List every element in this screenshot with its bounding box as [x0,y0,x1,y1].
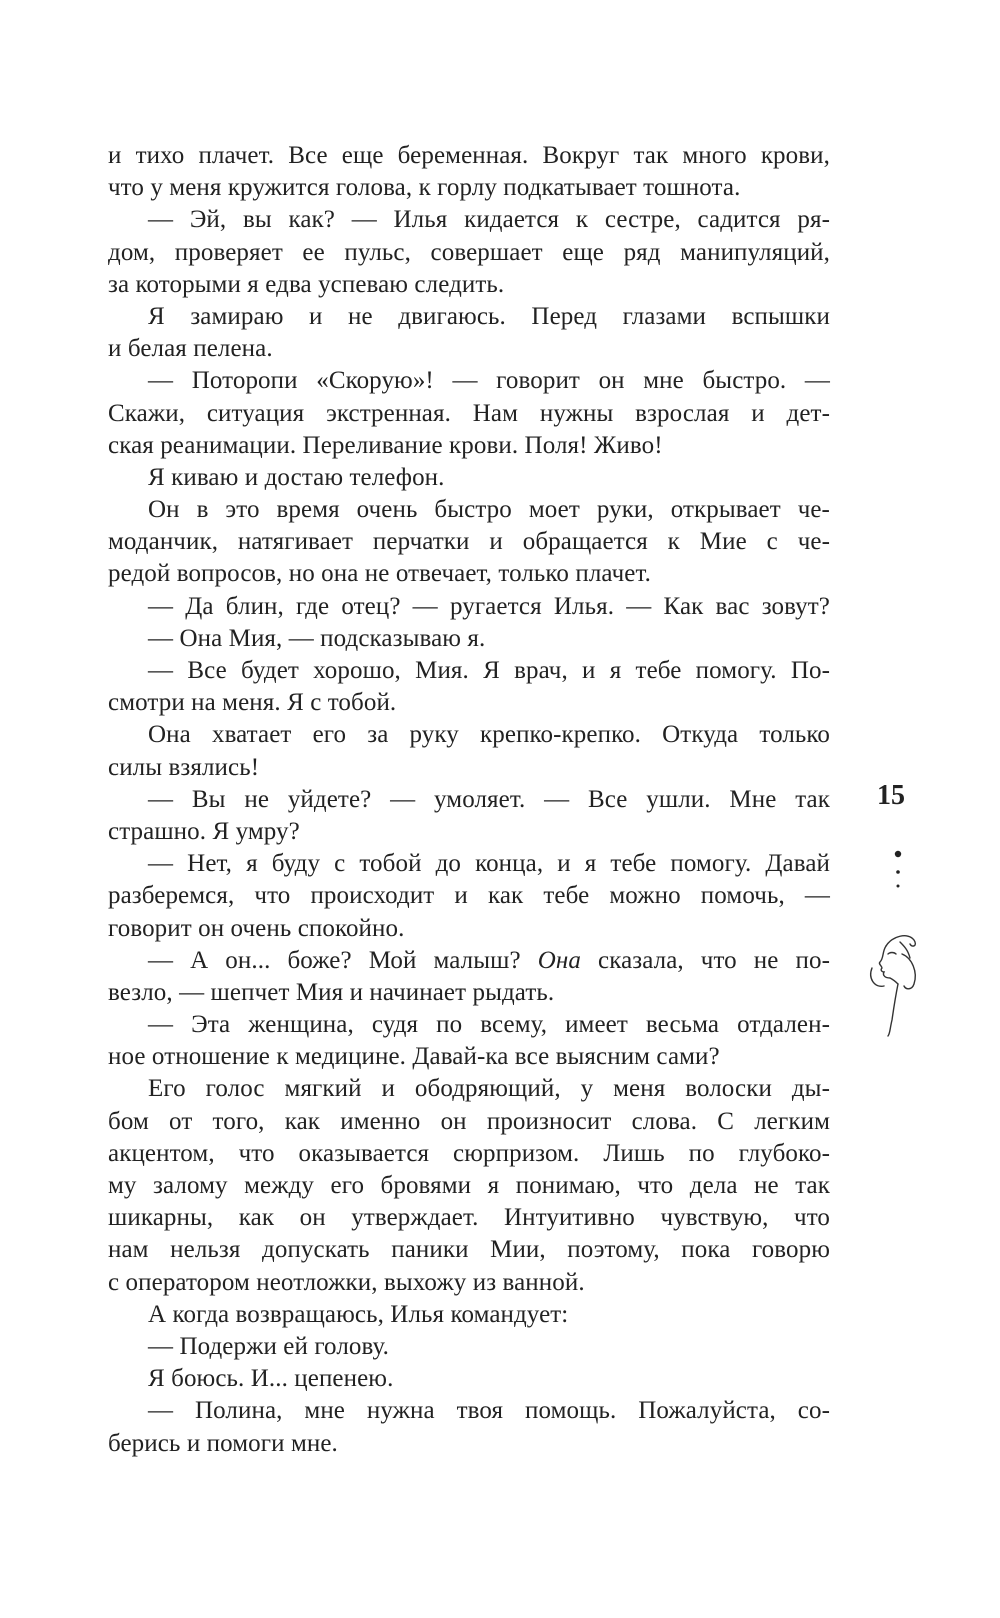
text-line [108,1073,830,1105]
text-line [108,1363,830,1395]
body-text [108,140,830,1460]
text-line [108,333,830,365]
text-line [108,558,830,590]
text-line [108,430,830,462]
text-line [108,1106,830,1138]
text-line [108,1267,830,1299]
text-line-content: — Полина, мне нужна твоя помощь. Пожалуйста, со- [148,1397,830,1425]
text-line [108,462,830,494]
text-line-content: шикарны, как он утверждает. Интуитивно чувствую, что [108,1204,830,1232]
text-line-content: — Подержи ей голову. [148,1332,390,1360]
text-line-content: что у меня кружится голова, к горлу подкатывает тошнота. [108,174,741,202]
text-line-content: нам нельзя допускать паники Мии, поэтому, пока говорю [108,1236,830,1264]
text-line-content: Скажи, ситуация экстренная. Нам нужны взрослая и дет- [108,399,830,427]
text-line [108,1138,830,1170]
text-line [108,140,830,172]
text-line [108,237,830,269]
text-line-content: разберемся, что происходит и как тебе можно помочь, — [108,882,830,910]
text-line-content: и тихо плачет. Все еще беременная. Вокруг так много крови, [108,142,830,169]
text-line [108,1009,830,1041]
text-line [108,687,830,719]
text-line-content: Я киваю и достаю телефон. [148,463,445,491]
text-line-content: — Эта женщина, судя по всему, имеет весьма отдален- [148,1011,830,1039]
text-line [108,623,830,655]
text-line-content: моданчик, натягивает перчатки и обращается к Мие с че- [108,528,830,556]
text-line-content: ская реанимации. Переливание крови. Поля! Живо! [108,431,663,459]
page-number: 15 [877,780,905,811]
text-line-content: — Эй, вы как? — Илья кидается к сестре, садится ря- [148,206,830,234]
text-line-content: Его голос мягкий и ободряющий, у меня волоски ды- [148,1075,830,1103]
text-line-content: и белая пелена. [108,335,273,363]
text-line [108,1041,830,1073]
text-line [108,204,830,236]
text-line-content: — Она Мия, — подсказываю я. [148,624,486,652]
text-line-content: — Да блин, где отец? — ругается Илья. — Как вас зовут? [148,592,830,620]
text-line-content: силы взялись! [108,753,260,781]
text-line-content: — Поторопи «Скорую»! — говорит он мне быстро. — [148,367,830,395]
text-line [108,172,830,204]
text-line [108,752,830,784]
text-line-content: редой вопросов, но она не отвечает, только плачет. [108,560,651,588]
text-line [108,1299,830,1331]
text-line-content: — А он... боже? Мой малыш? [148,946,538,974]
text-line [108,977,830,1009]
italic-word: Она [537,946,581,974]
text-line [108,526,830,558]
text-line-content: Она хватает его за руку крепко-крепко. Откуда только [148,721,830,749]
text-line [108,784,830,816]
text-line-content: бом от того, как именно он произносит слова. С легким [108,1107,830,1135]
text-line-content: говорит он очень спокойно. [108,914,405,942]
text-line [108,816,830,848]
text-line [108,494,830,526]
text-line-content: му залому между его бровями я понимаю, что дела не так [108,1172,830,1199]
portrait-sketch-icon [852,928,932,1038]
text-line [108,913,830,945]
text-line [108,301,830,333]
text-line [108,1170,830,1202]
text-line [108,945,830,977]
text-line [108,880,830,912]
text-line [108,1234,830,1266]
text-line [108,1428,830,1460]
text-line-content: акцентом, что оказывается сюрпризом. Лишь по глубоко- [108,1139,830,1167]
text-line-content: Он в это время очень быстро моет руки, открывает че- [148,496,830,524]
text-line-content: — Вы не уйдете? — умоляет. — Все ушли. Мне так [148,785,830,813]
text-line [108,1395,830,1427]
text-line-content: страшно. Я умру? [108,817,300,845]
text-line-content: дом, проверяет ее пульс, совершает еще ряд манипуляций, [108,238,830,266]
text-line [108,655,830,687]
text-line [108,848,830,880]
text-line [108,269,830,301]
text-line-content: ное отношение к медицине. Давай-ка все выясним сами? [108,1043,720,1071]
text-line-content: — Все будет хорошо, Мия. Я врач, и я тебе помогу. По- [148,657,830,684]
text-line-content: смотри на меня. Я с тобой. [108,689,397,717]
ornament-dots [893,848,903,892]
text-line-continuation: сказала, что не по- [580,946,830,974]
text-line-content: везло, — шепчет Мия и начинает рыдать. [108,978,555,1006]
text-line [108,1331,830,1363]
text-line [108,365,830,397]
text-line-content: с оператором неотложки, выхожу из ванной. [108,1268,585,1296]
text-line [108,591,830,623]
text-line-content: за которыми я едва успеваю следить. [108,270,505,298]
text-line [108,398,830,430]
text-line-content: Я боюсь. И... цепенею. [148,1365,394,1393]
text-line [108,1202,830,1234]
text-line-content: А когда возвращаюсь, Илья командует: [148,1300,569,1328]
text-line-content: берись и помоги мне. [108,1429,338,1457]
text-line-content: — Нет, я буду с тобой до конца, и я тебе помогу. Давай [148,850,830,878]
text-line [108,719,830,751]
text-line-content: Я замираю и не двигаюсь. Перед глазами вспышки [148,302,830,330]
